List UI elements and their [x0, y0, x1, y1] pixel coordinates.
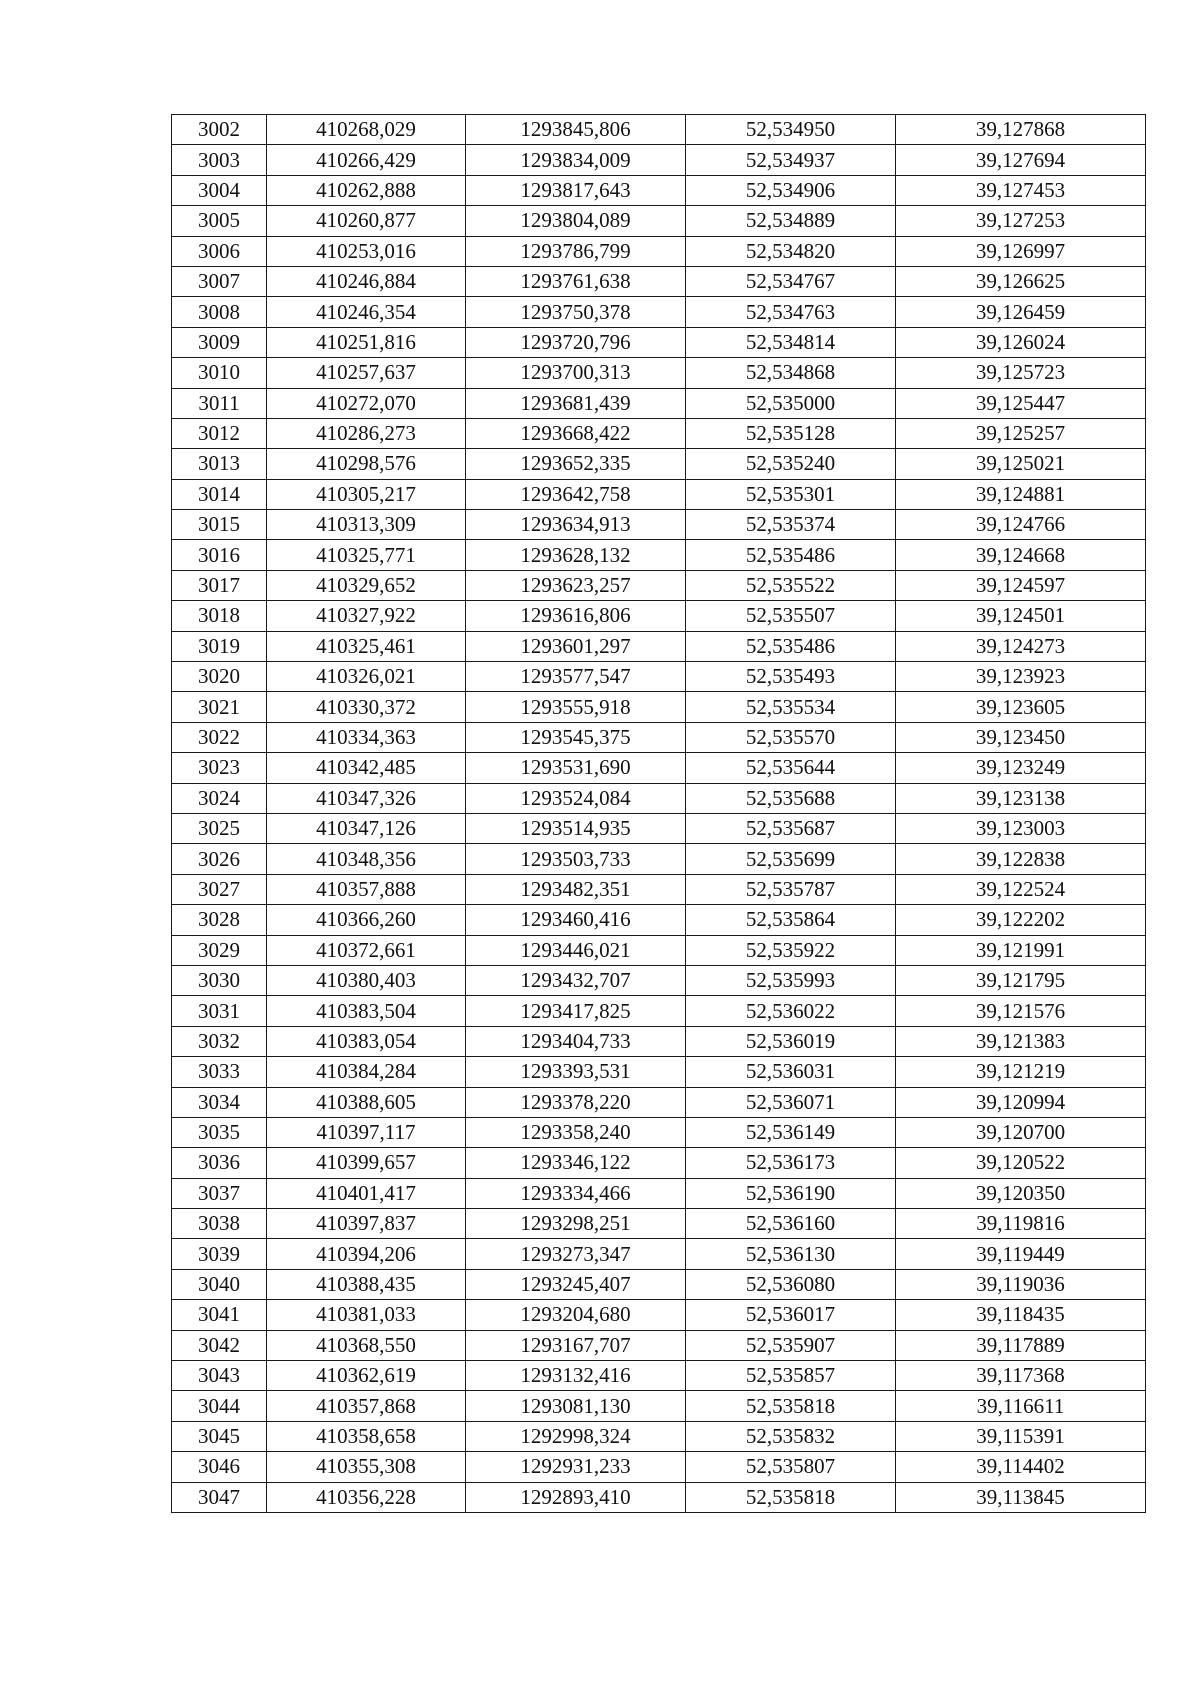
- y-coordinate-cell: 1292998,324: [466, 1421, 686, 1451]
- point-number-cell: 3014: [172, 479, 267, 509]
- latitude-cell: 52,534767: [686, 266, 896, 296]
- point-number-cell: 3005: [172, 206, 267, 236]
- y-coordinate-cell: 1293404,733: [466, 1026, 686, 1056]
- latitude-cell: 52,535818: [686, 1482, 896, 1512]
- point-number-cell: 3019: [172, 631, 267, 661]
- latitude-cell: 52,534814: [686, 327, 896, 357]
- longitude-cell: 39,121576: [896, 996, 1146, 1026]
- y-coordinate-cell: 1293334,466: [466, 1178, 686, 1208]
- table-row: [172, 1148, 1146, 1178]
- longitude-cell: 39,120994: [896, 1087, 1146, 1117]
- point-number-cell: 3044: [172, 1391, 267, 1421]
- table-row: [172, 540, 1146, 570]
- point-number-cell: 3045: [172, 1421, 267, 1451]
- point-number-cell: 3020: [172, 662, 267, 692]
- longitude-cell: 39,114402: [896, 1452, 1146, 1482]
- longitude-cell: 39,121991: [896, 935, 1146, 965]
- x-coordinate-cell: 410326,021: [267, 662, 466, 692]
- table-row: [172, 722, 1146, 752]
- x-coordinate-cell: 410358,658: [267, 1421, 466, 1451]
- longitude-cell: 39,126625: [896, 266, 1146, 296]
- y-coordinate-cell: 1292893,410: [466, 1482, 686, 1512]
- x-coordinate-cell: 410366,260: [267, 905, 466, 935]
- longitude-cell: 39,113845: [896, 1482, 1146, 1512]
- table-row: [172, 996, 1146, 1026]
- latitude-cell: 52,536149: [686, 1117, 896, 1147]
- x-coordinate-cell: 410246,354: [267, 297, 466, 327]
- longitude-cell: 39,122524: [896, 874, 1146, 904]
- latitude-cell: 52,535807: [686, 1452, 896, 1482]
- latitude-cell: 52,535000: [686, 388, 896, 418]
- coordinates-table: [171, 114, 1146, 1513]
- x-coordinate-cell: 410342,485: [267, 753, 466, 783]
- latitude-cell: 52,534820: [686, 236, 896, 266]
- latitude-cell: 52,535486: [686, 540, 896, 570]
- longitude-cell: 39,124501: [896, 601, 1146, 631]
- table-row: [172, 874, 1146, 904]
- longitude-cell: 39,123249: [896, 753, 1146, 783]
- point-number-cell: 3010: [172, 358, 267, 388]
- point-number-cell: 3004: [172, 175, 267, 205]
- longitude-cell: 39,121219: [896, 1057, 1146, 1087]
- table-row: [172, 1300, 1146, 1330]
- table-row: [172, 358, 1146, 388]
- y-coordinate-cell: 1293273,347: [466, 1239, 686, 1269]
- y-coordinate-cell: 1293132,416: [466, 1361, 686, 1391]
- latitude-cell: 52,535486: [686, 631, 896, 661]
- longitude-cell: 39,119036: [896, 1269, 1146, 1299]
- longitude-cell: 39,127694: [896, 145, 1146, 175]
- point-number-cell: 3029: [172, 935, 267, 965]
- y-coordinate-cell: 1293700,313: [466, 358, 686, 388]
- longitude-cell: 39,115391: [896, 1421, 1146, 1451]
- point-number-cell: 3046: [172, 1452, 267, 1482]
- x-coordinate-cell: 410266,429: [267, 145, 466, 175]
- longitude-cell: 39,126024: [896, 327, 1146, 357]
- point-number-cell: 3041: [172, 1300, 267, 1330]
- longitude-cell: 39,121383: [896, 1026, 1146, 1056]
- y-coordinate-cell: 1293634,913: [466, 510, 686, 540]
- longitude-cell: 39,127868: [896, 115, 1146, 145]
- latitude-cell: 52,535687: [686, 813, 896, 843]
- latitude-cell: 52,535864: [686, 905, 896, 935]
- latitude-cell: 52,536130: [686, 1239, 896, 1269]
- x-coordinate-cell: 410327,922: [267, 601, 466, 631]
- longitude-cell: 39,120350: [896, 1178, 1146, 1208]
- longitude-cell: 39,124597: [896, 570, 1146, 600]
- y-coordinate-cell: 1293652,335: [466, 449, 686, 479]
- table-row: [172, 1209, 1146, 1239]
- point-number-cell: 3016: [172, 540, 267, 570]
- x-coordinate-cell: 410298,576: [267, 449, 466, 479]
- x-coordinate-cell: 410380,403: [267, 965, 466, 995]
- latitude-cell: 52,535699: [686, 844, 896, 874]
- point-number-cell: 3040: [172, 1269, 267, 1299]
- y-coordinate-cell: 1293834,009: [466, 145, 686, 175]
- longitude-cell: 39,123923: [896, 662, 1146, 692]
- x-coordinate-cell: 410394,206: [267, 1239, 466, 1269]
- x-coordinate-cell: 410268,029: [267, 115, 466, 145]
- latitude-cell: 52,535787: [686, 874, 896, 904]
- table-row: [172, 1421, 1146, 1451]
- longitude-cell: 39,123003: [896, 813, 1146, 843]
- latitude-cell: 52,534889: [686, 206, 896, 236]
- y-coordinate-cell: 1293555,918: [466, 692, 686, 722]
- table-row: [172, 297, 1146, 327]
- table-row: [172, 753, 1146, 783]
- coordinates-table-body: [172, 115, 1146, 1513]
- table-row: [172, 266, 1146, 296]
- latitude-cell: 52,535688: [686, 783, 896, 813]
- latitude-cell: 52,535857: [686, 1361, 896, 1391]
- point-number-cell: 3032: [172, 1026, 267, 1056]
- x-coordinate-cell: 410355,308: [267, 1452, 466, 1482]
- point-number-cell: 3012: [172, 418, 267, 448]
- latitude-cell: 52,535993: [686, 965, 896, 995]
- x-coordinate-cell: 410384,284: [267, 1057, 466, 1087]
- longitude-cell: 39,122838: [896, 844, 1146, 874]
- point-number-cell: 3025: [172, 813, 267, 843]
- point-number-cell: 3023: [172, 753, 267, 783]
- x-coordinate-cell: 410334,363: [267, 722, 466, 752]
- y-coordinate-cell: 1293681,439: [466, 388, 686, 418]
- y-coordinate-cell: 1293393,531: [466, 1057, 686, 1087]
- point-number-cell: 3006: [172, 236, 267, 266]
- table-row: [172, 236, 1146, 266]
- y-coordinate-cell: 1293577,547: [466, 662, 686, 692]
- longitude-cell: 39,127453: [896, 175, 1146, 205]
- x-coordinate-cell: 410253,016: [267, 236, 466, 266]
- longitude-cell: 39,126459: [896, 297, 1146, 327]
- point-number-cell: 3034: [172, 1087, 267, 1117]
- table-row: [172, 662, 1146, 692]
- table-row: [172, 449, 1146, 479]
- point-number-cell: 3017: [172, 570, 267, 600]
- longitude-cell: 39,116611: [896, 1391, 1146, 1421]
- longitude-cell: 39,126997: [896, 236, 1146, 266]
- x-coordinate-cell: 410325,461: [267, 631, 466, 661]
- longitude-cell: 39,117889: [896, 1330, 1146, 1360]
- latitude-cell: 52,535922: [686, 935, 896, 965]
- y-coordinate-cell: 1293460,416: [466, 905, 686, 935]
- x-coordinate-cell: 410329,652: [267, 570, 466, 600]
- y-coordinate-cell: 1293503,733: [466, 844, 686, 874]
- table-row: [172, 145, 1146, 175]
- x-coordinate-cell: 410251,816: [267, 327, 466, 357]
- y-coordinate-cell: 1293616,806: [466, 601, 686, 631]
- longitude-cell: 39,127253: [896, 206, 1146, 236]
- y-coordinate-cell: 1293817,643: [466, 175, 686, 205]
- x-coordinate-cell: 410246,884: [267, 266, 466, 296]
- x-coordinate-cell: 410372,661: [267, 935, 466, 965]
- point-number-cell: 3022: [172, 722, 267, 752]
- table-row: [172, 479, 1146, 509]
- point-number-cell: 3027: [172, 874, 267, 904]
- latitude-cell: 52,535240: [686, 449, 896, 479]
- x-coordinate-cell: 410383,054: [267, 1026, 466, 1056]
- y-coordinate-cell: 1293524,084: [466, 783, 686, 813]
- longitude-cell: 39,123450: [896, 722, 1146, 752]
- table-row: [172, 115, 1146, 145]
- longitude-cell: 39,120700: [896, 1117, 1146, 1147]
- x-coordinate-cell: 410305,217: [267, 479, 466, 509]
- point-number-cell: 3007: [172, 266, 267, 296]
- point-number-cell: 3043: [172, 1361, 267, 1391]
- longitude-cell: 39,124881: [896, 479, 1146, 509]
- latitude-cell: 52,534906: [686, 175, 896, 205]
- latitude-cell: 52,534950: [686, 115, 896, 145]
- longitude-cell: 39,124766: [896, 510, 1146, 540]
- table-row: [172, 1361, 1146, 1391]
- x-coordinate-cell: 410347,126: [267, 813, 466, 843]
- point-number-cell: 3030: [172, 965, 267, 995]
- latitude-cell: 52,535507: [686, 601, 896, 631]
- y-coordinate-cell: 1293358,240: [466, 1117, 686, 1147]
- y-coordinate-cell: 1293378,220: [466, 1087, 686, 1117]
- point-number-cell: 3035: [172, 1117, 267, 1147]
- latitude-cell: 52,536019: [686, 1026, 896, 1056]
- table-row: [172, 1269, 1146, 1299]
- point-number-cell: 3047: [172, 1482, 267, 1512]
- point-number-cell: 3021: [172, 692, 267, 722]
- y-coordinate-cell: 1293482,351: [466, 874, 686, 904]
- y-coordinate-cell: 1293628,132: [466, 540, 686, 570]
- x-coordinate-cell: 410388,605: [267, 1087, 466, 1117]
- longitude-cell: 39,123605: [896, 692, 1146, 722]
- point-number-cell: 3038: [172, 1209, 267, 1239]
- x-coordinate-cell: 410397,837: [267, 1209, 466, 1239]
- x-coordinate-cell: 410357,888: [267, 874, 466, 904]
- table-row: [172, 783, 1146, 813]
- y-coordinate-cell: 1293514,935: [466, 813, 686, 843]
- point-number-cell: 3036: [172, 1148, 267, 1178]
- latitude-cell: 52,535128: [686, 418, 896, 448]
- latitude-cell: 52,535907: [686, 1330, 896, 1360]
- point-number-cell: 3003: [172, 145, 267, 175]
- latitude-cell: 52,536080: [686, 1269, 896, 1299]
- y-coordinate-cell: 1293531,690: [466, 753, 686, 783]
- y-coordinate-cell: 1293204,680: [466, 1300, 686, 1330]
- table-row: [172, 1178, 1146, 1208]
- longitude-cell: 39,125723: [896, 358, 1146, 388]
- table-row: [172, 935, 1146, 965]
- table-row: [172, 510, 1146, 540]
- point-number-cell: 3037: [172, 1178, 267, 1208]
- longitude-cell: 39,124273: [896, 631, 1146, 661]
- latitude-cell: 52,536173: [686, 1148, 896, 1178]
- y-coordinate-cell: 1293298,251: [466, 1209, 686, 1239]
- table-row: [172, 175, 1146, 205]
- point-number-cell: 3008: [172, 297, 267, 327]
- table-row: [172, 1391, 1146, 1421]
- y-coordinate-cell: 1293786,799: [466, 236, 686, 266]
- table-row: [172, 844, 1146, 874]
- y-coordinate-cell: 1293167,707: [466, 1330, 686, 1360]
- longitude-cell: 39,119816: [896, 1209, 1146, 1239]
- table-row: [172, 965, 1146, 995]
- x-coordinate-cell: 410401,417: [267, 1178, 466, 1208]
- latitude-cell: 52,536017: [686, 1300, 896, 1330]
- point-number-cell: 3013: [172, 449, 267, 479]
- table-row: [172, 418, 1146, 448]
- y-coordinate-cell: 1293346,122: [466, 1148, 686, 1178]
- table-row: [172, 1330, 1146, 1360]
- longitude-cell: 39,125257: [896, 418, 1146, 448]
- x-coordinate-cell: 410347,326: [267, 783, 466, 813]
- table-row: [172, 905, 1146, 935]
- table-row: [172, 1452, 1146, 1482]
- y-coordinate-cell: 1293601,297: [466, 631, 686, 661]
- point-number-cell: 3033: [172, 1057, 267, 1087]
- table-row: [172, 813, 1146, 843]
- table-row: [172, 570, 1146, 600]
- y-coordinate-cell: 1293446,021: [466, 935, 686, 965]
- y-coordinate-cell: 1293432,707: [466, 965, 686, 995]
- y-coordinate-cell: 1293720,796: [466, 327, 686, 357]
- latitude-cell: 52,535374: [686, 510, 896, 540]
- x-coordinate-cell: 410257,637: [267, 358, 466, 388]
- x-coordinate-cell: 410362,619: [267, 1361, 466, 1391]
- y-coordinate-cell: 1293245,407: [466, 1269, 686, 1299]
- x-coordinate-cell: 410348,356: [267, 844, 466, 874]
- longitude-cell: 39,119449: [896, 1239, 1146, 1269]
- point-number-cell: 3009: [172, 327, 267, 357]
- x-coordinate-cell: 410397,117: [267, 1117, 466, 1147]
- latitude-cell: 52,535301: [686, 479, 896, 509]
- table-row: [172, 327, 1146, 357]
- latitude-cell: 52,535818: [686, 1391, 896, 1421]
- table-row: [172, 631, 1146, 661]
- x-coordinate-cell: 410368,550: [267, 1330, 466, 1360]
- point-number-cell: 3026: [172, 844, 267, 874]
- point-number-cell: 3031: [172, 996, 267, 1026]
- point-number-cell: 3011: [172, 388, 267, 418]
- x-coordinate-cell: 410272,070: [267, 388, 466, 418]
- x-coordinate-cell: 410286,273: [267, 418, 466, 448]
- y-coordinate-cell: 1293417,825: [466, 996, 686, 1026]
- longitude-cell: 39,118435: [896, 1300, 1146, 1330]
- point-number-cell: 3039: [172, 1239, 267, 1269]
- point-number-cell: 3028: [172, 905, 267, 935]
- point-number-cell: 3015: [172, 510, 267, 540]
- latitude-cell: 52,534937: [686, 145, 896, 175]
- latitude-cell: 52,535534: [686, 692, 896, 722]
- latitude-cell: 52,536031: [686, 1057, 896, 1087]
- x-coordinate-cell: 410356,228: [267, 1482, 466, 1512]
- latitude-cell: 52,534763: [686, 297, 896, 327]
- x-coordinate-cell: 410262,888: [267, 175, 466, 205]
- table-row: [172, 1117, 1146, 1147]
- table-row: [172, 206, 1146, 236]
- latitude-cell: 52,535644: [686, 753, 896, 783]
- point-number-cell: 3024: [172, 783, 267, 813]
- y-coordinate-cell: 1293761,638: [466, 266, 686, 296]
- x-coordinate-cell: 410260,877: [267, 206, 466, 236]
- y-coordinate-cell: 1293545,375: [466, 722, 686, 752]
- y-coordinate-cell: 1293750,378: [466, 297, 686, 327]
- x-coordinate-cell: 410313,309: [267, 510, 466, 540]
- longitude-cell: 39,121795: [896, 965, 1146, 995]
- y-coordinate-cell: 1293804,089: [466, 206, 686, 236]
- latitude-cell: 52,536071: [686, 1087, 896, 1117]
- longitude-cell: 39,123138: [896, 783, 1146, 813]
- point-number-cell: 3042: [172, 1330, 267, 1360]
- table-row: [172, 601, 1146, 631]
- x-coordinate-cell: 410388,435: [267, 1269, 466, 1299]
- y-coordinate-cell: 1293845,806: [466, 115, 686, 145]
- table-row: [172, 1057, 1146, 1087]
- latitude-cell: 52,535832: [686, 1421, 896, 1451]
- x-coordinate-cell: 410325,771: [267, 540, 466, 570]
- longitude-cell: 39,125021: [896, 449, 1146, 479]
- table-row: [172, 1087, 1146, 1117]
- point-number-cell: 3002: [172, 115, 267, 145]
- x-coordinate-cell: 410383,504: [267, 996, 466, 1026]
- table-row: [172, 1026, 1146, 1056]
- point-number-cell: 3018: [172, 601, 267, 631]
- latitude-cell: 52,535522: [686, 570, 896, 600]
- y-coordinate-cell: 1293668,422: [466, 418, 686, 448]
- x-coordinate-cell: 410330,372: [267, 692, 466, 722]
- y-coordinate-cell: 1293642,758: [466, 479, 686, 509]
- table-row: [172, 1482, 1146, 1512]
- y-coordinate-cell: 1292931,233: [466, 1452, 686, 1482]
- table-row: [172, 692, 1146, 722]
- y-coordinate-cell: 1293081,130: [466, 1391, 686, 1421]
- longitude-cell: 39,125447: [896, 388, 1146, 418]
- table-row: [172, 1239, 1146, 1269]
- latitude-cell: 52,536160: [686, 1209, 896, 1239]
- latitude-cell: 52,535493: [686, 662, 896, 692]
- table-row: [172, 388, 1146, 418]
- latitude-cell: 52,536022: [686, 996, 896, 1026]
- latitude-cell: 52,535570: [686, 722, 896, 752]
- x-coordinate-cell: 410381,033: [267, 1300, 466, 1330]
- x-coordinate-cell: 410399,657: [267, 1148, 466, 1178]
- longitude-cell: 39,122202: [896, 905, 1146, 935]
- latitude-cell: 52,534868: [686, 358, 896, 388]
- longitude-cell: 39,120522: [896, 1148, 1146, 1178]
- latitude-cell: 52,536190: [686, 1178, 896, 1208]
- y-coordinate-cell: 1293623,257: [466, 570, 686, 600]
- x-coordinate-cell: 410357,868: [267, 1391, 466, 1421]
- longitude-cell: 39,124668: [896, 540, 1146, 570]
- longitude-cell: 39,117368: [896, 1361, 1146, 1391]
